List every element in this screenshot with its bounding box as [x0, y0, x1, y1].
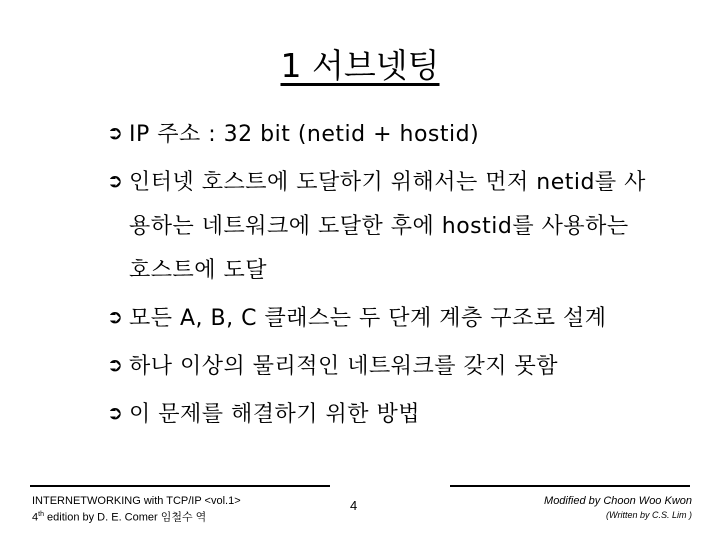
bullet-item: [107, 400, 687, 448]
bullet-text: 하나 이상의 물리적인 네트워크를 갖지 못함: [129, 354, 559, 379]
bullet-item: [107, 168, 687, 304]
slide-title: 1 서브넷팅: [280, 46, 440, 85]
arrow-circle-icon: ➲: [107, 306, 124, 328]
arrow-circle-icon: ➲: [107, 170, 124, 192]
footer-book-credit: [32, 494, 241, 525]
arrow-circle-icon: ➲: [107, 122, 124, 144]
footer-modified-credit: [544, 494, 692, 522]
bullet-text: 용하는 네트워크에 도달한 후에 hostid를 사용하는: [129, 214, 629, 239]
footer-modified-by: Modified by Choon Woo Kwon: [544, 495, 692, 507]
footer-edition: 4th edition by D. E. Comer 임철수 역: [32, 511, 207, 524]
page-number: 4: [350, 498, 358, 513]
bullet-text: 호스트에 도달: [129, 258, 268, 283]
footer-book-title: INTERNETWORKING with TCP/IP <vol.1>: [32, 495, 241, 507]
arrow-circle-icon: ➲: [107, 402, 124, 424]
bullet-text: 인터넷 호스트에 도달하기 위해서는 먼저 netid를 사: [129, 170, 646, 195]
bullet-text: 이 문제를 해결하기 위한 방법: [129, 402, 420, 427]
bullet-text: 모든 A, B, C 클래스는 두 단계 계층 구조로 설계: [129, 306, 607, 331]
footer-divider: [30, 485, 690, 487]
footer-written-by: (Written by C.S. Lim ): [605, 510, 692, 520]
bullet-item: [107, 304, 687, 352]
bullet-list: [107, 120, 687, 448]
bullet-text: IP 주소 : 32 bit (netid + hostid): [129, 122, 480, 147]
arrow-circle-icon: ➲: [107, 354, 124, 376]
bullet-item: [107, 120, 687, 168]
bullet-item: [107, 352, 687, 400]
